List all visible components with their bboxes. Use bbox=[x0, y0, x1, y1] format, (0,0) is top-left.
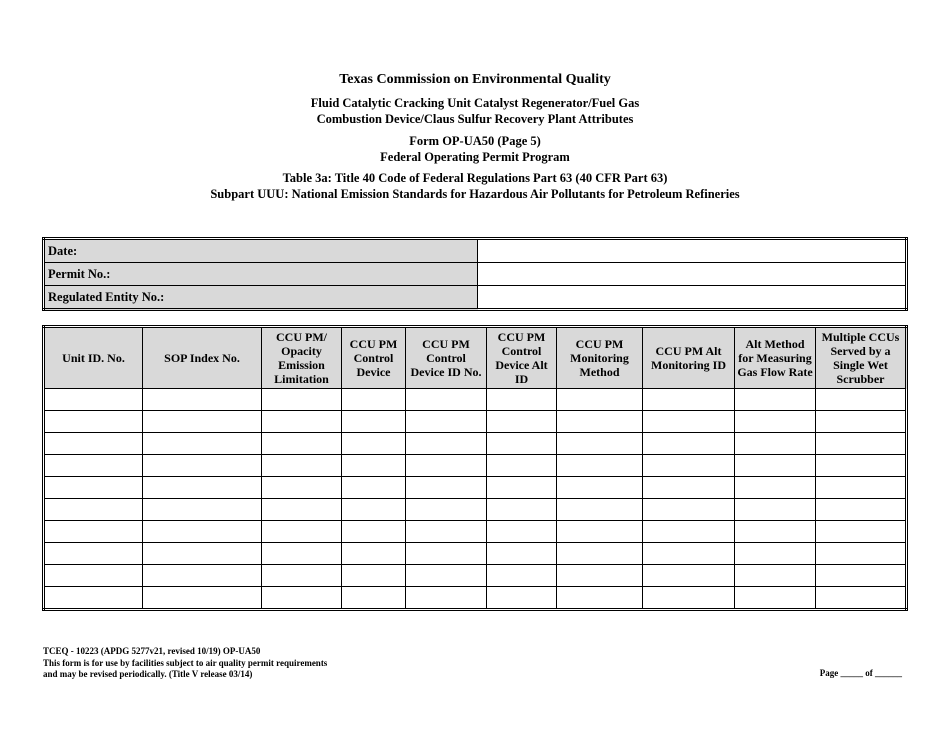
permit-number-label: Permit No.: bbox=[44, 263, 478, 286]
table-cell[interactable] bbox=[406, 411, 487, 433]
table-cell[interactable] bbox=[342, 521, 406, 543]
table-cell[interactable] bbox=[816, 543, 907, 565]
column-header: Unit ID. No. bbox=[44, 327, 143, 389]
column-header: CCU PM Monitoring Method bbox=[557, 327, 643, 389]
column-header: CCU PM Control Device ID No. bbox=[406, 327, 487, 389]
table-cell[interactable] bbox=[557, 455, 643, 477]
table-cell[interactable] bbox=[735, 499, 816, 521]
table-cell[interactable] bbox=[44, 543, 143, 565]
table-cell[interactable] bbox=[735, 477, 816, 499]
table-cell[interactable] bbox=[487, 587, 557, 610]
table-cell[interactable] bbox=[44, 411, 143, 433]
table-cell[interactable] bbox=[643, 543, 735, 565]
table-cell[interactable] bbox=[557, 565, 643, 587]
table-cell[interactable] bbox=[143, 587, 262, 610]
table-cell[interactable] bbox=[342, 411, 406, 433]
form-title-line-1: Fluid Catalytic Cracking Unit Catalyst Regenerator/Fuel Gas bbox=[310, 96, 640, 110]
table-cell[interactable] bbox=[143, 543, 262, 565]
table-cell[interactable] bbox=[643, 455, 735, 477]
table-cell[interactable] bbox=[262, 521, 342, 543]
table-cell[interactable] bbox=[44, 499, 143, 521]
table-cell[interactable] bbox=[342, 477, 406, 499]
table-cell[interactable] bbox=[262, 587, 342, 610]
table-cell[interactable] bbox=[44, 587, 143, 610]
table-row bbox=[44, 477, 907, 499]
table-cell[interactable] bbox=[816, 499, 907, 521]
table-row bbox=[44, 389, 907, 411]
date-label: Date: bbox=[44, 239, 478, 263]
date-field[interactable] bbox=[478, 239, 907, 263]
table-cell[interactable] bbox=[262, 565, 342, 587]
table-cell[interactable] bbox=[557, 477, 643, 499]
table-cell[interactable] bbox=[816, 389, 907, 411]
table-cell[interactable] bbox=[487, 389, 557, 411]
table-cell[interactable] bbox=[342, 389, 406, 411]
table-cell[interactable] bbox=[406, 477, 487, 499]
table-cell[interactable] bbox=[262, 411, 342, 433]
column-header: SOP Index No. bbox=[143, 327, 262, 389]
table-cell[interactable] bbox=[557, 521, 643, 543]
attributes-table bbox=[42, 325, 908, 611]
table-cell[interactable] bbox=[735, 521, 816, 543]
table-cell[interactable] bbox=[735, 543, 816, 565]
table-body bbox=[44, 389, 907, 610]
table-row bbox=[44, 411, 907, 433]
table-title: Table 3a: Title 40 Code of Federal Regulations Part 63 (40 CFR Part 63) bbox=[282, 171, 668, 185]
table-cell[interactable] bbox=[342, 499, 406, 521]
table-cell[interactable] bbox=[44, 565, 143, 587]
table-cell[interactable] bbox=[735, 433, 816, 455]
table-cell[interactable] bbox=[487, 477, 557, 499]
table-cell[interactable] bbox=[816, 433, 907, 455]
table-row bbox=[44, 543, 907, 565]
table-cell[interactable] bbox=[643, 565, 735, 587]
table-cell[interactable] bbox=[143, 433, 262, 455]
table-row bbox=[44, 587, 907, 610]
table-cell[interactable] bbox=[816, 587, 907, 610]
table-row bbox=[44, 565, 907, 587]
table-cell[interactable] bbox=[816, 521, 907, 543]
table-cell[interactable] bbox=[643, 411, 735, 433]
table-cell[interactable] bbox=[735, 565, 816, 587]
table-cell[interactable] bbox=[262, 477, 342, 499]
form-footer bbox=[43, 646, 327, 681]
table-row bbox=[44, 499, 907, 521]
page-number: Page _____ of ______ bbox=[819, 668, 902, 678]
table-cell[interactable] bbox=[143, 389, 262, 411]
column-header: CCU PM Alt Monitoring ID bbox=[643, 327, 735, 389]
column-header: Alt Method for Measuring Gas Flow Rate bbox=[735, 327, 816, 389]
table-cell[interactable] bbox=[262, 543, 342, 565]
table-cell[interactable] bbox=[44, 389, 143, 411]
permit-info-table bbox=[42, 237, 908, 311]
table-cell[interactable] bbox=[816, 477, 907, 499]
table-cell[interactable] bbox=[487, 411, 557, 433]
table-cell[interactable] bbox=[643, 521, 735, 543]
table-cell[interactable] bbox=[557, 587, 643, 610]
table-cell[interactable] bbox=[643, 433, 735, 455]
table-cell[interactable] bbox=[44, 521, 143, 543]
table-cell[interactable] bbox=[342, 433, 406, 455]
table-cell[interactable] bbox=[342, 587, 406, 610]
table-cell[interactable] bbox=[143, 477, 262, 499]
table-cell[interactable] bbox=[406, 389, 487, 411]
table-cell[interactable] bbox=[143, 565, 262, 587]
table-cell[interactable] bbox=[735, 455, 816, 477]
table-cell[interactable] bbox=[557, 433, 643, 455]
form-title-line-2: Combustion Device/Claus Sulfur Recovery Plant Attributes bbox=[316, 112, 634, 126]
table-cell[interactable] bbox=[487, 521, 557, 543]
program-name: Federal Operating Permit Program bbox=[380, 150, 570, 164]
table-cell[interactable] bbox=[557, 543, 643, 565]
table-cell[interactable] bbox=[262, 499, 342, 521]
table-cell[interactable] bbox=[262, 455, 342, 477]
table-cell[interactable] bbox=[487, 433, 557, 455]
table-cell[interactable] bbox=[487, 499, 557, 521]
column-header: CCU PM/ Opacity Emission Limitation bbox=[262, 327, 342, 389]
subpart-title: Subpart UUU: National Emission Standards for Hazardous Air Pollutants for Petroleum Refineries bbox=[210, 187, 740, 201]
table-cell[interactable] bbox=[143, 521, 262, 543]
table-cell[interactable] bbox=[342, 455, 406, 477]
regulated-entity-label: Regulated Entity No.: bbox=[44, 286, 478, 310]
table-cell[interactable] bbox=[406, 455, 487, 477]
column-header: CCU PM Control Device bbox=[342, 327, 406, 389]
date-row bbox=[44, 239, 907, 263]
table-cell[interactable] bbox=[557, 389, 643, 411]
agency-name: Texas Commission on Environmental Quality bbox=[339, 72, 611, 87]
permit-number-field[interactable] bbox=[478, 263, 907, 286]
footer-note-line-2: and may be revised periodically. (Title V release 03/14) bbox=[43, 669, 253, 679]
table-cell[interactable] bbox=[44, 455, 143, 477]
footer-form-id: TCEQ - 10223 (APDG 5277v21, revised 10/19) OP-UA50 bbox=[43, 646, 261, 656]
table-cell[interactable] bbox=[342, 543, 406, 565]
column-header: Multiple CCUs Served by a Single Wet Scrubber bbox=[816, 327, 907, 389]
table-cell[interactable] bbox=[406, 433, 487, 455]
table-cell[interactable] bbox=[643, 499, 735, 521]
table-row bbox=[44, 433, 907, 455]
regulated-entity-field[interactable] bbox=[478, 286, 907, 310]
table-cell[interactable] bbox=[816, 455, 907, 477]
table-cell[interactable] bbox=[643, 389, 735, 411]
table-cell[interactable] bbox=[143, 411, 262, 433]
footer-note-line-1: This form is for use by facilities subject to air quality permit requirements bbox=[43, 657, 328, 668]
table-cell[interactable] bbox=[262, 389, 342, 411]
table-cell[interactable] bbox=[557, 499, 643, 521]
table-cell[interactable] bbox=[342, 565, 406, 587]
permit-row bbox=[44, 263, 907, 286]
table-cell[interactable] bbox=[816, 411, 907, 433]
table-cell[interactable] bbox=[406, 543, 487, 565]
table-cell[interactable] bbox=[643, 587, 735, 610]
table-cell[interactable] bbox=[816, 565, 907, 587]
table-cell[interactable] bbox=[406, 565, 487, 587]
table-header-row bbox=[44, 327, 907, 389]
column-header: CCU PM Control Device Alt ID bbox=[487, 327, 557, 389]
table-cell[interactable] bbox=[262, 433, 342, 455]
entity-row bbox=[44, 286, 907, 310]
table-cell[interactable] bbox=[487, 455, 557, 477]
table-cell[interactable] bbox=[487, 565, 557, 587]
table-cell[interactable] bbox=[557, 411, 643, 433]
table-row bbox=[44, 455, 907, 477]
table-cell[interactable] bbox=[643, 477, 735, 499]
table-cell[interactable] bbox=[735, 389, 816, 411]
table-cell[interactable] bbox=[44, 477, 143, 499]
table-cell[interactable] bbox=[143, 499, 262, 521]
table-cell[interactable] bbox=[406, 587, 487, 610]
table-cell[interactable] bbox=[487, 543, 557, 565]
table-cell[interactable] bbox=[406, 521, 487, 543]
table-row bbox=[44, 521, 907, 543]
table-cell[interactable] bbox=[143, 455, 262, 477]
form-number: Form OP-UA50 (Page 5) bbox=[409, 134, 541, 148]
table-cell[interactable] bbox=[735, 587, 816, 610]
table-cell[interactable] bbox=[406, 499, 487, 521]
table-cell[interactable] bbox=[735, 411, 816, 433]
table-cell[interactable] bbox=[44, 433, 143, 455]
